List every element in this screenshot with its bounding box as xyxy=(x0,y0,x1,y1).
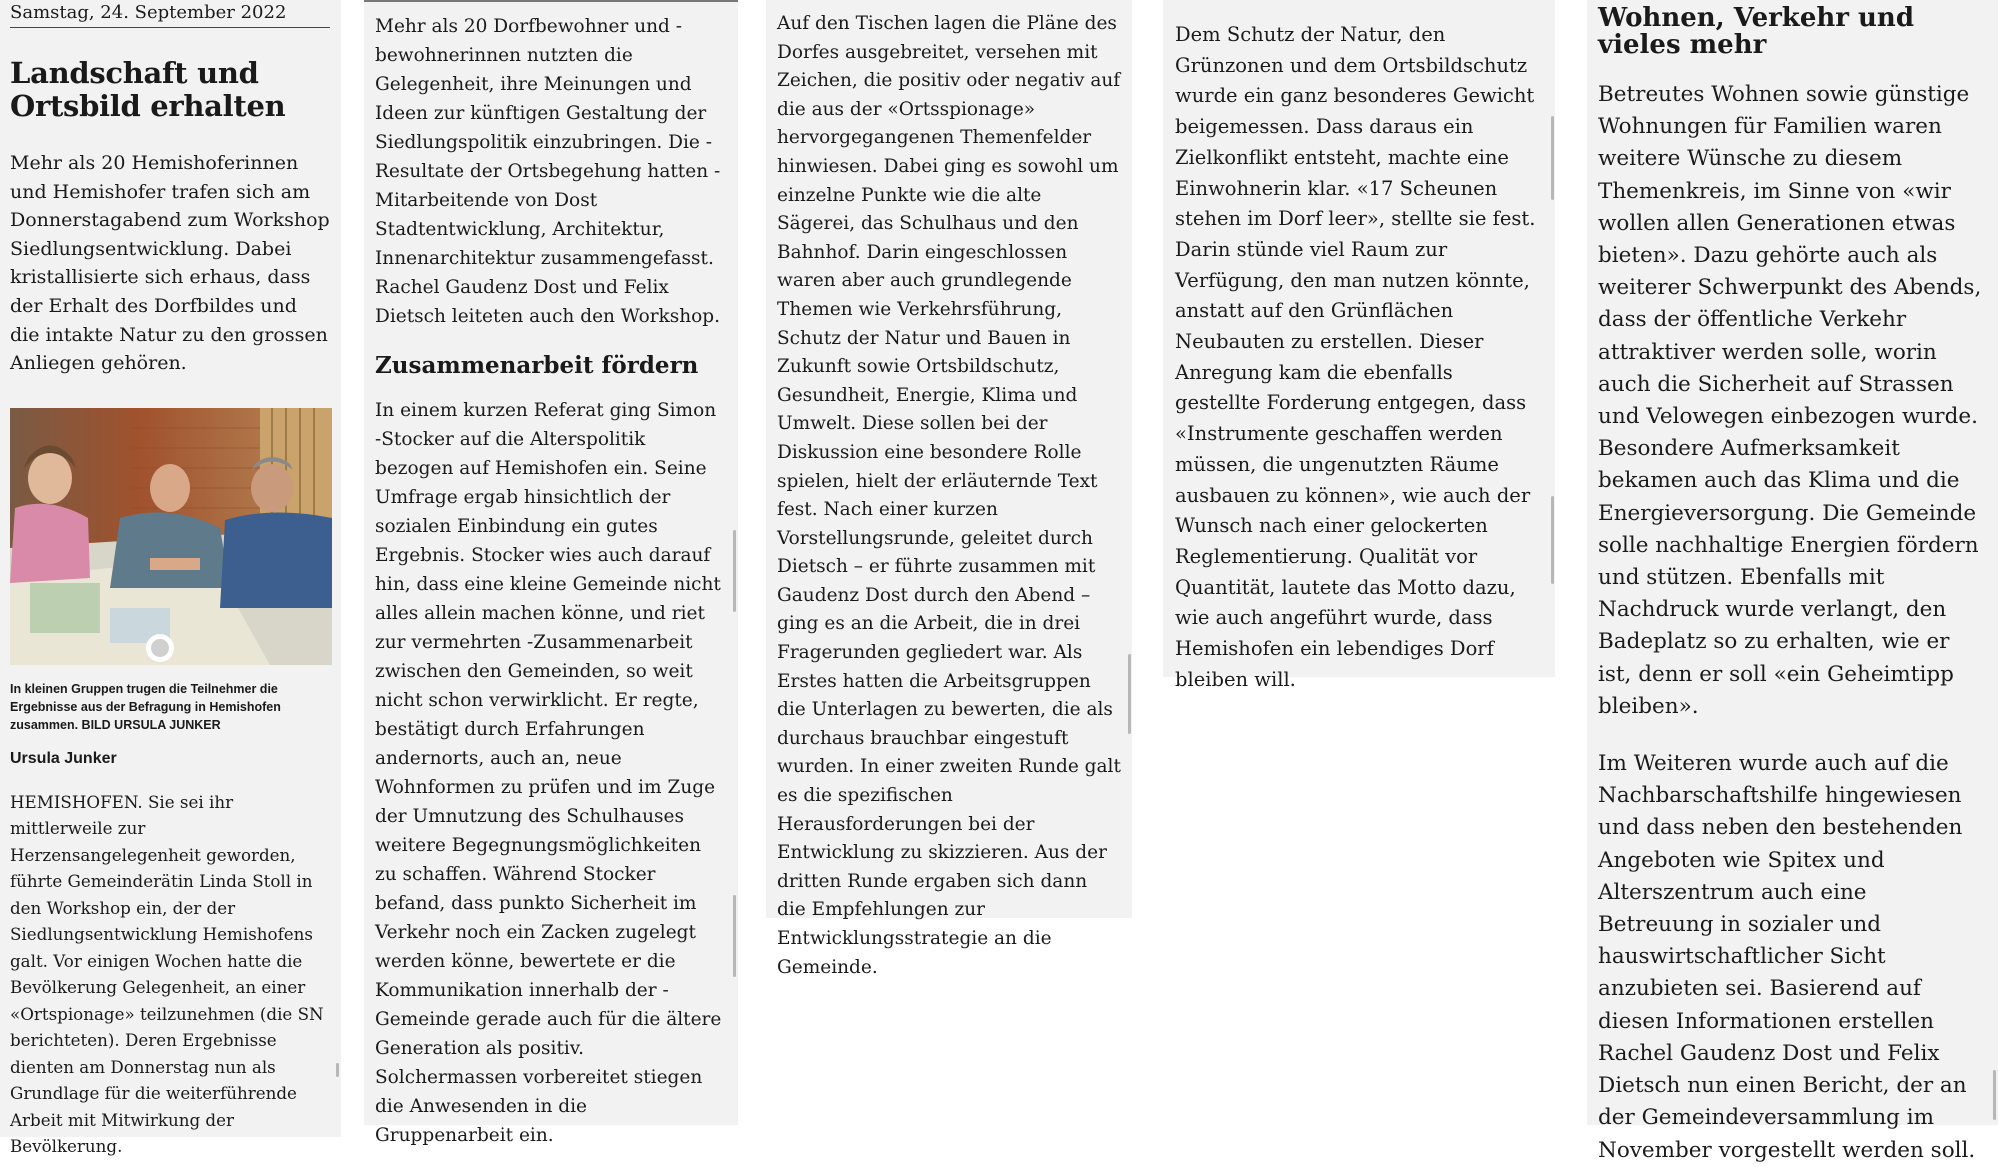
scrollbar-thumb[interactable] xyxy=(1993,1070,1996,1120)
scrollbar-thumb[interactable] xyxy=(1128,654,1131,734)
scrollbar-thumb[interactable] xyxy=(336,1063,339,1077)
article-column-3[interactable] xyxy=(766,0,1132,978)
scrollbar-thumb[interactable] xyxy=(1551,116,1554,200)
article-paragraph: Auf den Tischen lagen die Pläne des Dorfes ausgebreitet, versehen mit Zeichen, die positiv oder negativ auf die aus der «Ortsspionage» hervorgegangenen Themenfelder hinwiesen. Dabei ging es sowohl um einzelne Punkte wie die alte Sägerei, das Schulhaus und den Bahnhof. Darin eingeschlossen waren aber auch grundlegende Themen wie Verkehrsführung, Schutz der Natur und Bauen in Zukunft sowie Ortsbildschutz, Gesundheit, Energie, Klima und Umwelt. Diese sollen bei der Diskussion eine besondere Rolle spielen, hielt der erläuternde Text fest. Nach einer kurzen Vorstellungsrunde, geleitet durch Dietsch – er führte zusammen mit Gaudenz Dost durch den Abend – ging es an die Arbeit, die in drei Fragerunden gegliedert war. Als Erstes hatten die Arbeitsgruppen die Unterlagen zu bewerten, die als durchaus brauchbar eingestuft wurden. In einer zweiten Runde galt es die spezifischen Herausforderungen bei der Entwicklung zu skizzieren. Aus der dritten Runde ergaben sich dann die Empfehlungen zur Entwicklungsstrategie an die Gemeinde. xyxy=(777,13,1121,978)
scrollbar-thumb[interactable] xyxy=(1551,496,1554,584)
article-column-2[interactable] xyxy=(364,0,738,1146)
section-heading-zusammenarbeit: Zusammenarbeit fördern xyxy=(375,352,699,379)
scrollbar-thumb[interactable] xyxy=(733,895,736,977)
article-body-intro: HEMISHOFEN. Sie sei ihr mittlerweile zur Herzensangelegenheit geworden, führte Gemeinderätin Linda Stoll in den Workshop ein, der der Siedlungsentwicklung Hemishofens galt. Vor einigen Wochen hatte die Bevölkerung Gelegenheit, an einer «Ortspionage» teilzunehmen (die SN berichteten). Deren Ergebnisse dienten am Donnerstag nun als Grundlage für die weiterführende Arbeit mit Mitwirkung der Bevölkerung. xyxy=(10,791,324,1157)
article-paragraph: Betreutes Wohnen sowie günstige Wohnungen für Familien waren weitere Wünsche zu diesem Themenkreis, im Sinne von «wir wollen allen Generationen etwas bieten». Dazu gehörte auch als weiterer Schwerpunkt des Abends, dass der öffentliche Verkehr attraktiver werden solle, worin auch die Sicherheit auf Strassen und Velowegen einbezogen wurde. Besondere Aufmerksamkeit bekamen auch das Klima und die Energieversorgung. Die Gemeinde solle nachhaltige Energien fördern und stützen. Ebenfalls mit Nachdruck wurde verlangt, den Badeplatz so zu erhalten, wie er ist, denn er soll «ein Geheimtipp bleiben». xyxy=(1598,82,1982,719)
article-column-5[interactable] xyxy=(1587,0,1998,1163)
article-paragraph: Dem Schutz der Natur, den Grünzonen und dem Ortsbildschutz wurde ein ganz besonderes Gewicht beigemessen. Dass daraus ein Zielkonflikt entsteht, machte eine Einwohnerin klar. «17 Scheunen stehen im Dorf leer», stellte sie fest. Darin stünde viel Raum zur Verfügung, den man nutzen könnte, anstatt auf den Grünflächen Neubauten zu erstellen. Dieser Anregung kam die ebenfalls gestellte Forderung entgegen, dass «Instrumente geschaffen werden müssen, die ungenutzten Räume ausbauen zu können», wie auch der Wunsch nach einer gelockerten Reglementierung. Qualität vor Quantität, lautete das Motto dazu, wie auch angeführt wurde, dass Hemishofen ein lebendiges Dorf bleiben will. xyxy=(1175,23,1536,691)
section-heading-wohnen: Wohnen, Verkehr und vieles mehr xyxy=(1598,3,1914,60)
article-column-1[interactable] xyxy=(0,0,341,1157)
article-paragraph: In einem kurzen Referat ging Simon -Stocker auf die Alterspolitik bezogen auf Hemishofen ein. Seine Umfrage ergab hinsichtlich der sozialen Einbindung ein gutes Ergebnis. Stocker wies auch darauf hin, dass eine kleine Gemeinde nicht alles allein machen könne, und riet zur vermehrten -Zusammenarbeit zwischen den Gemeinden, so weit nicht schon verwirklicht. Er regte, bestätigt durch Erfahrungen andernorts, auch an, neue Wohnformen zu prüfen und im Zuge der Umnutzung des Schulhauses weitere Begegnungsmöglichkeiten zu schaffen. Während Stocker befand, dass punkto Sicherheit im Verkehr noch ein Zacken zugelegt werden könne, bewertete er die Kommunikation innerhalb der -Gemeinde gerade auch für die ältere Generation als positiv. Solchermassen vorbereitet stiegen die Anwesenden in die Gruppenarbeit ein. xyxy=(375,400,722,1146)
workshop-photo-image xyxy=(10,408,332,665)
scrollbar-thumb[interactable] xyxy=(733,530,736,612)
article-lead: Mehr als 20 Hemishoferinnen und Hemishofer trafen sich am Donnerstagabend zum Workshop Siedlungsentwicklung. Dabei kristallisierte sich erhaus, dass der Erhalt des Dorfbildes und die intakte Natur zu den grossen Anliegen gehören. xyxy=(10,152,330,375)
article-photo xyxy=(10,408,332,665)
article-paragraph: Im Weiteren wurde auch auf die Nachbarschaftshilfe hingewiesen und dass neben den bestehenden Angeboten wie Spitex und Alterszentrum auch eine Betreuung in sozialer und hauswirtschaftlicher Sicht anzubieten sei. Basierend auf diesen Informationen erstellen Rachel Gaudenz Dost und Felix Dietsch nun einen Bericht, der an der Gemeindeversammlung im November vorgestellt werden soll. xyxy=(1598,751,1976,1163)
article-headline: Landschaft und Ortsbild erhalten xyxy=(10,56,286,123)
photo-caption: In kleinen Gruppen trugen die Teilnehmer die Ergebnisse aus der Befragung in Hemishofen zusammen. BILD URSULA JUNKER xyxy=(10,681,281,732)
publication-date: Samstag, 24. September 2022 xyxy=(10,0,330,28)
article-author: Ursula Junker xyxy=(10,749,117,767)
article-paragraph: Mehr als 20 Dorfbewohner und -bewohnerinnen nutzten die Gelegenheit, ihre Meinungen und Ideen zur künftigen Gestaltung der Siedlungspolitik einzubringen. Die -Resultate der Ortsbegehung hatten -Mitarbeitende von Dost Stadtentwicklung, Architektur, Innenarchitektur zusammengefasst. Rachel Gaudenz Dost und Felix Dietsch leiteten auch den Workshop. xyxy=(375,16,721,327)
article-column-4[interactable] xyxy=(1163,0,1555,691)
